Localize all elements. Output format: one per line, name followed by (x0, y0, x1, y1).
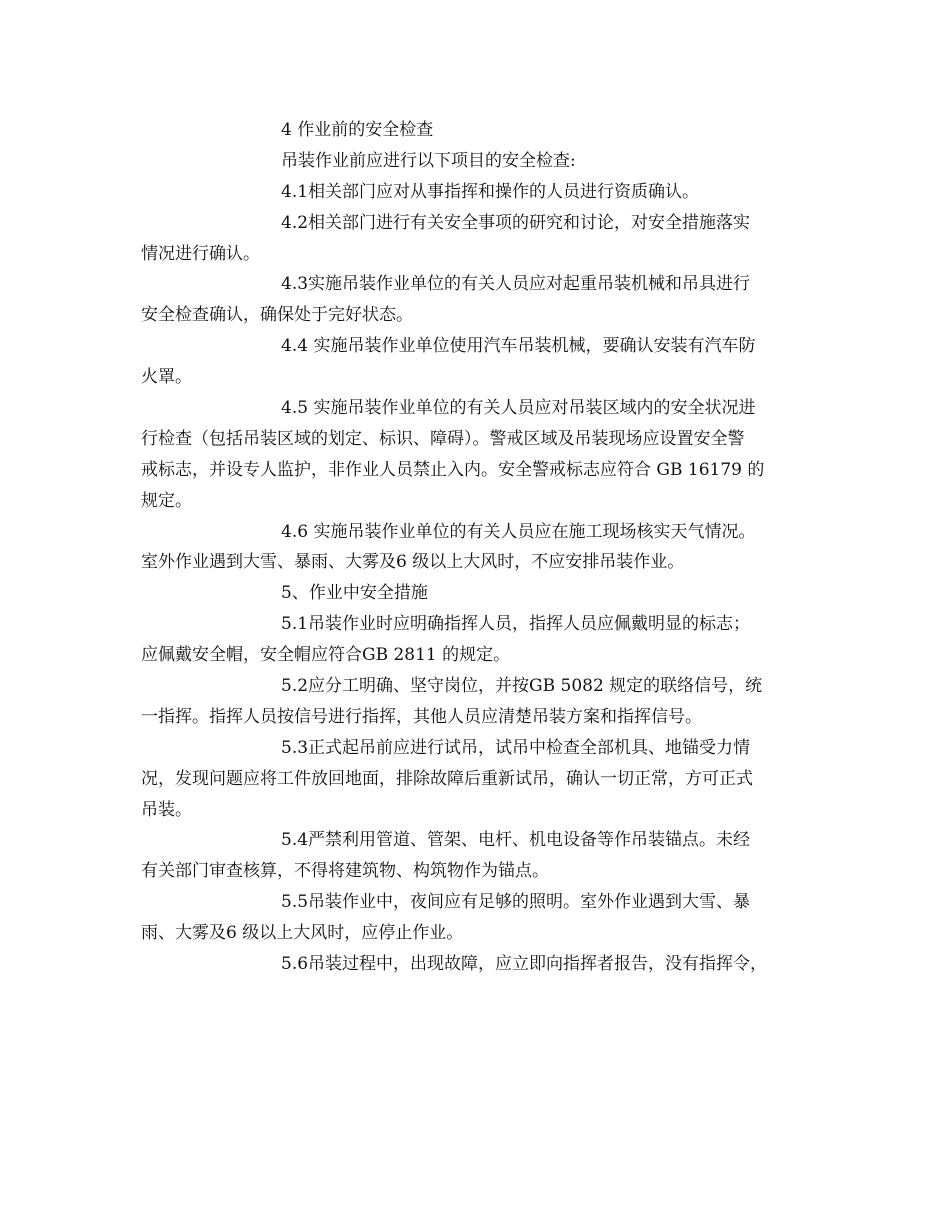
document-body (141, 115, 821, 980)
paragraph-line: 戒标志，并设专人监护，非作业人员禁止入内。安全警戒标志应符合 GB 16179 的 (141, 459, 765, 480)
paragraph-line: 4.4 实施吊装作业单位使用汽车吊装机械，要确认安装有汽车防 (281, 336, 756, 357)
paragraph-line: 5.4严禁利用管道、管架、电杆、机电设备等作吊装锚点。未经 (281, 830, 751, 851)
paragraph-line: 吊装作业前应进行以下项目的安全检查: (281, 150, 576, 171)
paragraph-line: 有关部门审查核算，不得将建筑物、构筑物作为锚点。 (141, 861, 549, 882)
paragraph-line: 情况进行确认。 (141, 243, 260, 264)
paragraph-line: 4.6 实施吊装作业单位的有关人员应在施工现场核实天气情况。 (281, 521, 756, 542)
paragraph-line: 一指挥。指挥人员按信号进行指挥，其他人员应清楚吊装方案和指挥信号。 (141, 706, 702, 727)
paragraph-line: 5.2应分工明确、坚守岗位，并按GB 5082 规定的联络信号，统 (281, 676, 763, 697)
paragraph-line: 况，发现问题应将工件放回地面，排除故障后重新试吊，确认一切正常，方可正式 (141, 768, 753, 789)
paragraph-line: 火罩。 (141, 367, 192, 388)
paragraph-line: 4.3实施吊装作业单位的有关人员应对起重吊装机械和吊具进行 (281, 274, 751, 295)
paragraph-line: 5.6吊装过程中，出现故障，应立即向指挥者报告，没有指挥令， (281, 954, 768, 975)
paragraph-line: 行检查（包括吊装区域的划定、标识、障碍）。警戒区域及吊装现场应设置安全警 (141, 428, 745, 449)
paragraph-line: 吊装。 (141, 799, 192, 820)
paragraph-line: 5.1吊装作业时应明确指挥人员，指挥人员应佩戴明显的标志； (281, 614, 751, 635)
paragraph-line: 4.2相关部门进行有关安全事项的研究和讨论，对安全措施落实 (281, 212, 751, 233)
paragraph-line: 4.1相关部门应对从事指挥和操作的人员进行资质确认。 (281, 181, 700, 202)
paragraph-line: 雨、大雾及6 级以上大风时，应停止作业。 (141, 923, 464, 944)
section-heading: 5、作业中安全措施 (281, 583, 428, 604)
paragraph-line: 4.5 实施吊装作业单位的有关人员应对吊装区域内的安全状况进 (281, 398, 756, 419)
section-heading: 4 作业前的安全检查 (281, 120, 434, 140)
paragraph-line: 应佩戴安全帽，安全帽应符合GB 2811 的规定。 (141, 645, 511, 666)
paragraph-line: 室外作业遇到大雪、暴雨、大雾及6 级以上大风时，不应安排吊装作业。 (141, 552, 685, 573)
paragraph-line: 安全检查确认，确保处于完好状态。 (141, 305, 413, 326)
paragraph-line: 5.5吊装作业中，夜间应有足够的照明。室外作业遇到大雪、暴 (281, 892, 751, 913)
paragraph-line: 规定。 (141, 490, 192, 511)
paragraph-line: 5.3正式起吊前应进行试吊，试吊中检查全部机具、地锚受力情 (281, 737, 751, 758)
